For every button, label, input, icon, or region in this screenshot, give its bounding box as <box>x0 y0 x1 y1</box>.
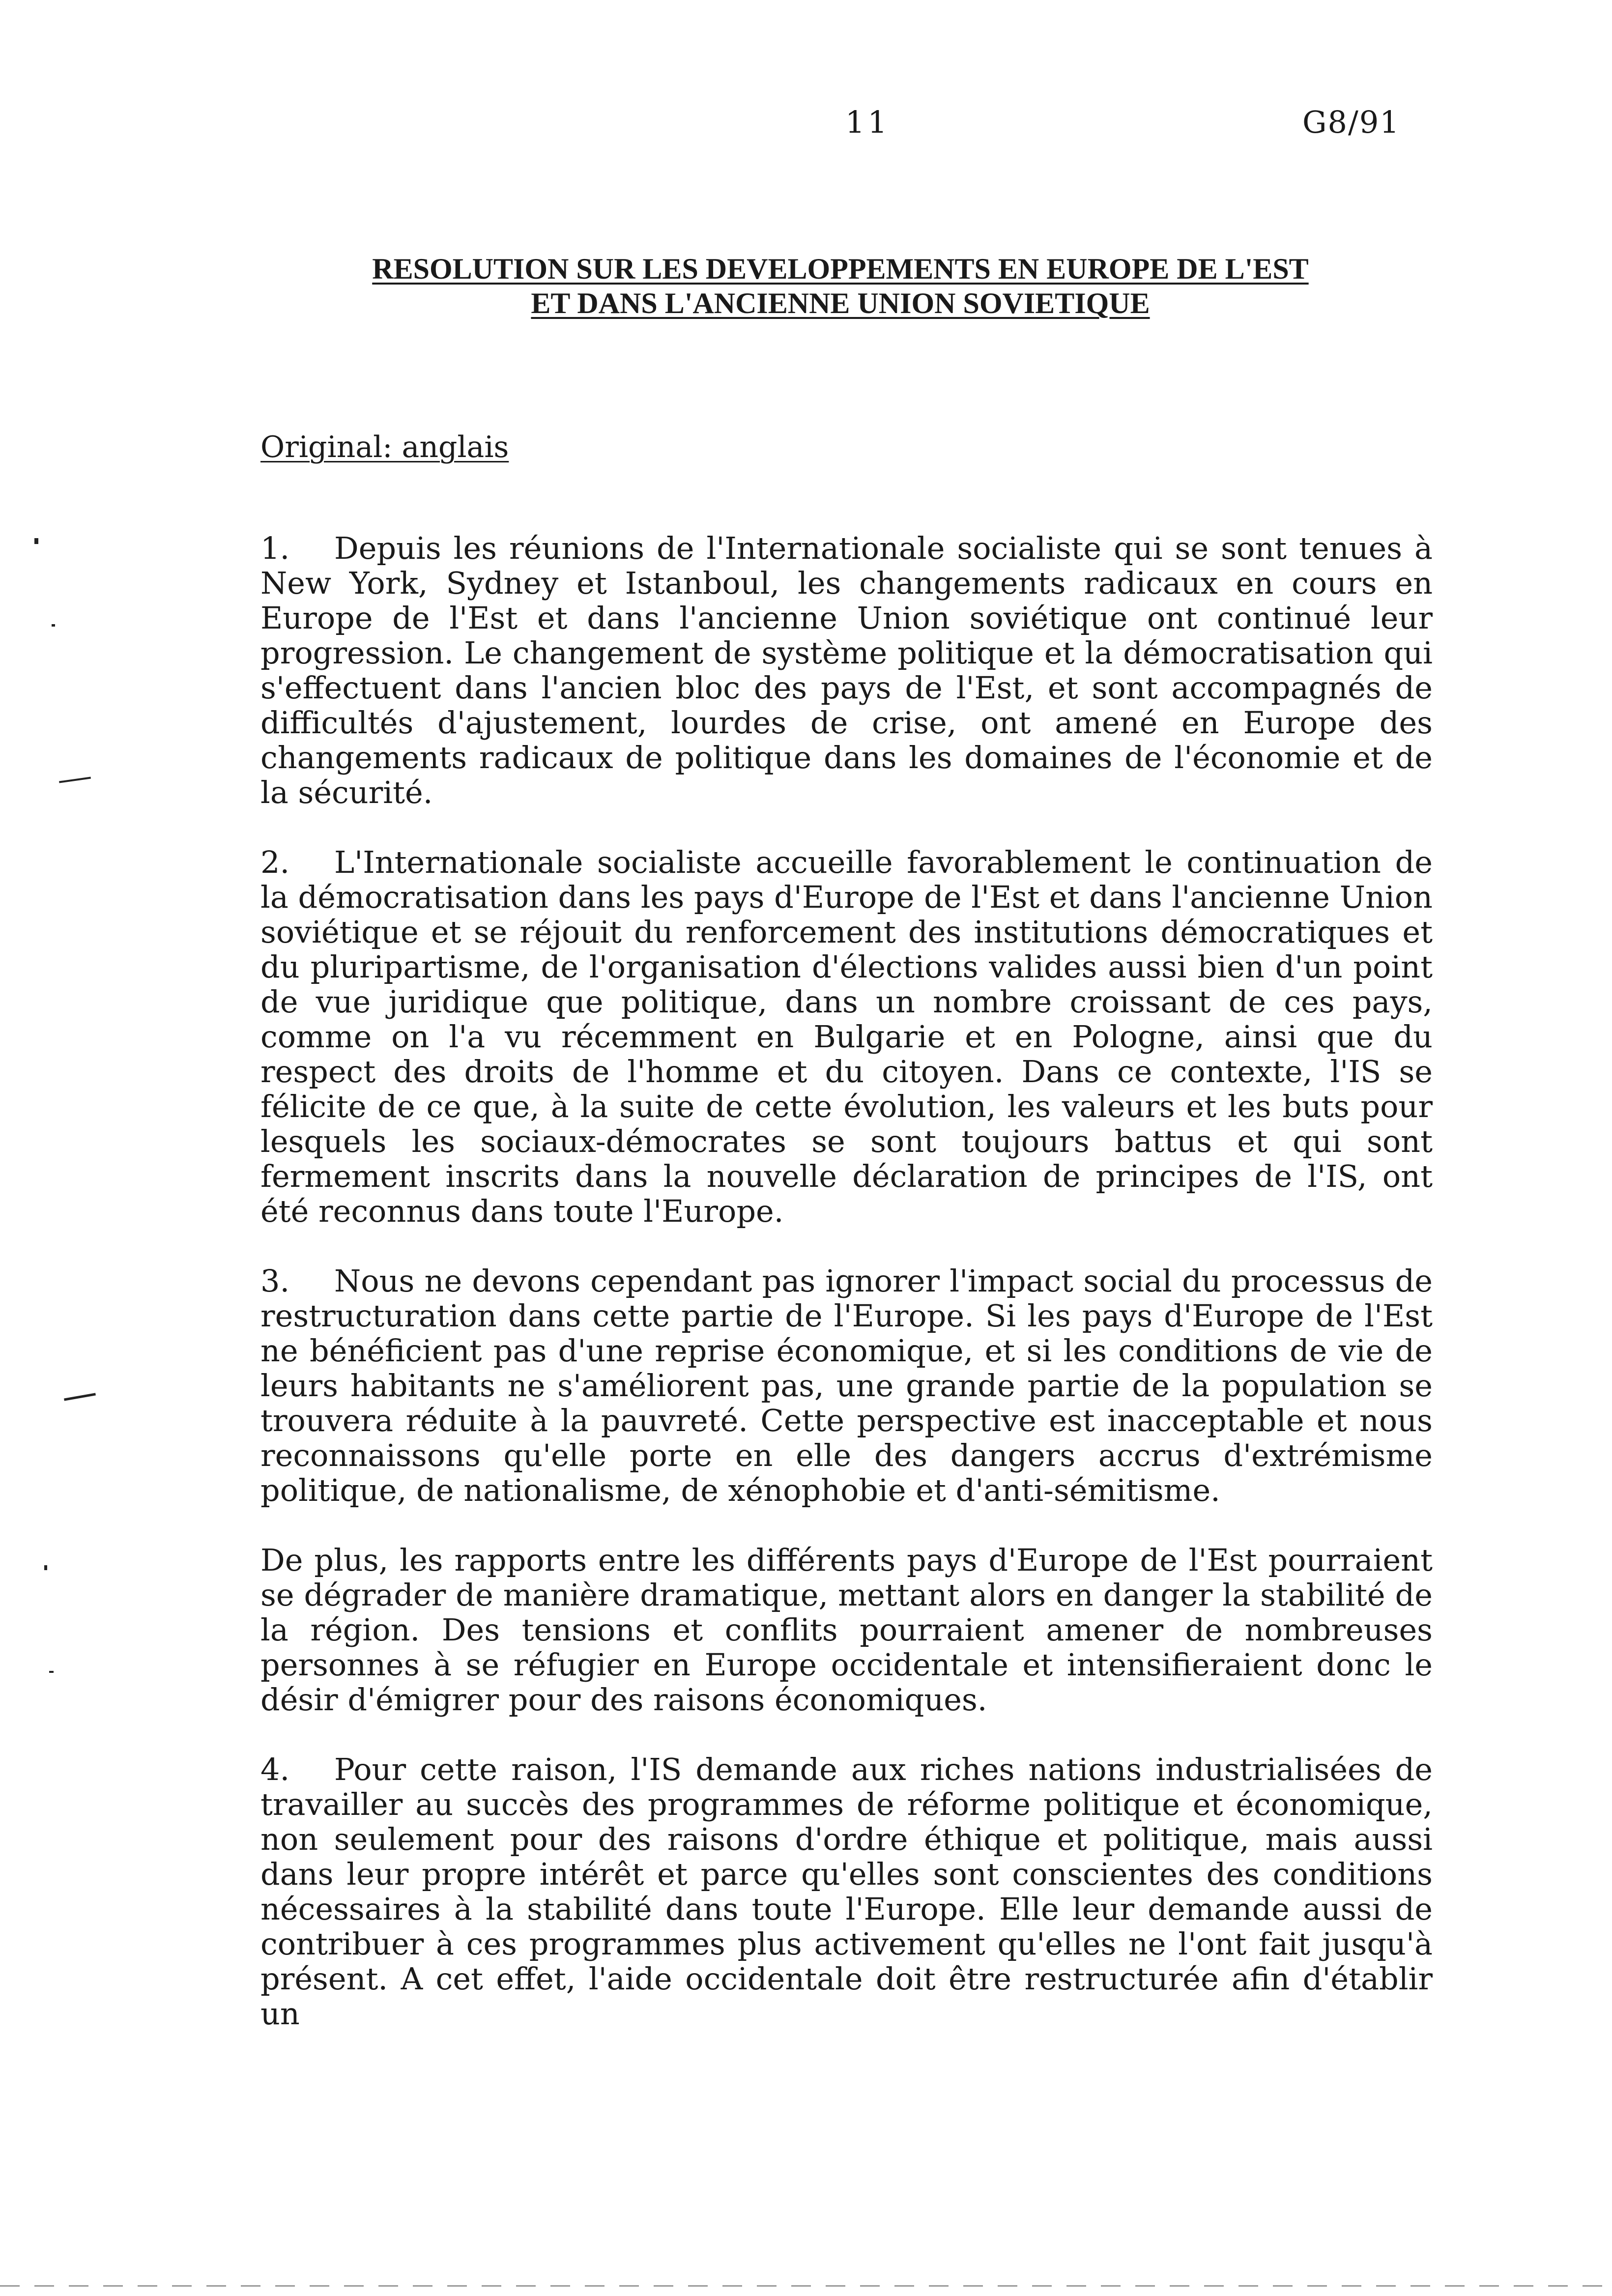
original-language-label: Original: anglais <box>260 430 509 464</box>
margin-mark <box>44 1565 47 1570</box>
paragraph-text: L'Internationale socialiste accueille favorablement le continuation de la démocratisation dans les pays d'Europe de l'Est et dans l'ancienne Union soviétique et se réjouit du renforcement des institutions démocratiques et du pluripartisme, de l'organisation d'élections valides aussi bien d'un point de vue juridique que politique, dans un nombre croissant de ces pays, comme on l'a vu récemment en Bulgarie et en Pologne, ainsi que du respect des droits de l'homme et du citoyen. Dans ce contexte, l'IS se félicite de ce que, à la suite de cette évolution, les valeurs et les buts pour lesquels les sociaux-démocrates se sont toujours battus et qui sont fermement inscrits dans la nouvelle déclaration de principes de l'IS, ont été reconnus dans toute l'Europe. <box>260 844 1433 1229</box>
paragraph-3-continued <box>260 1543 1433 1717</box>
resolution-title <box>265 252 1415 320</box>
margin-mark <box>59 776 91 783</box>
margin-mark <box>52 624 55 627</box>
document-reference: G8/91 <box>1302 104 1400 140</box>
paragraph-text: Nous ne devons cependant pas ignorer l'impact social du processus de restructuration dans cette partie de l'Europe. Si les pays d'Europe de l'Est ne bénéficient pas d'une reprise économique, et si les conditions de vie de leurs habitants ne s'améliorent pas, une grande partie de la population se trouvera réduite à la pauvreté. Cette perspective est inacceptable et nous reconnaissons qu'elle porte en elle des dangers accrus d'extrémisme politique, de nationalisme, de xénophobie et d'anti-sémitisme. <box>260 1263 1433 1508</box>
margin-mark <box>34 538 38 544</box>
paragraph-1 <box>260 531 1433 810</box>
paragraph-text: Depuis les réunions de l'Internationale socialiste qui se sont tenues à New York, Sydney et Istanboul, les changements radicaux en cours en Europe de l'Est et dans l'ancienne Union soviétique ont continué leur progression. Le changement de système politique et la démocratisation qui s'effectuent dans l'ancien bloc des pays de l'Est, et sont accompagnés de difficultés d'ajustement, lourdes de crise, ont amené en Europe des changements radicaux de politique dans les domaines de l'économie et de la sécurité. <box>260 530 1433 810</box>
document-body <box>260 531 1433 2031</box>
paragraph-number: 3. <box>260 1263 290 1299</box>
title-line-1: RESOLUTION SUR LES DEVELOPPEMENTS EN EUROPE DE L'EST <box>372 253 1309 285</box>
paragraph-number: 2. <box>260 844 290 880</box>
paragraph-text: Pour cette raison, l'IS demande aux riches nations industrialisées de travailler au succès des programmes de réforme politique et économique, non seulement pour des raisons d'ordre éthique et politique, mais aussi dans leur propre intérêt et parce qu'elles sont conscientes des conditions nécessaires à la stabilité dans toute l'Europe. Elle leur demande aussi de contribuer à ces programmes plus activement qu'elles ne l'ont fait jusqu'à présent. A cet effet, l'aide occidentale doit être restructurée afin d'établir un <box>260 1751 1433 2032</box>
margin-mark <box>64 1393 96 1401</box>
paragraph-3 <box>260 1263 1433 1508</box>
margin-mark <box>49 1671 54 1673</box>
paragraph-number: 4. <box>260 1751 290 1787</box>
page-number: 11 <box>845 104 890 140</box>
paragraph-4 <box>260 1752 1433 2031</box>
title-line-2: ET DANS L'ANCIENNE UNION SOVIETIQUE <box>531 287 1150 319</box>
paragraph-2 <box>260 845 1433 1229</box>
paragraph-text: De plus, les rapports entre les différents pays d'Europe de l'Est pourraient se dégrader de manière dramatique, mettant alors en danger la stabilité de la région. Des tensions et conflits pourraient amener de nombreuses personnes à se réfugier en Europe occidentale et intensifieraient donc le désir d'émigrer pour des raisons économiques. <box>260 1542 1433 1718</box>
footer-scan-rule <box>0 2285 1612 2287</box>
paragraph-number: 1. <box>260 530 290 566</box>
